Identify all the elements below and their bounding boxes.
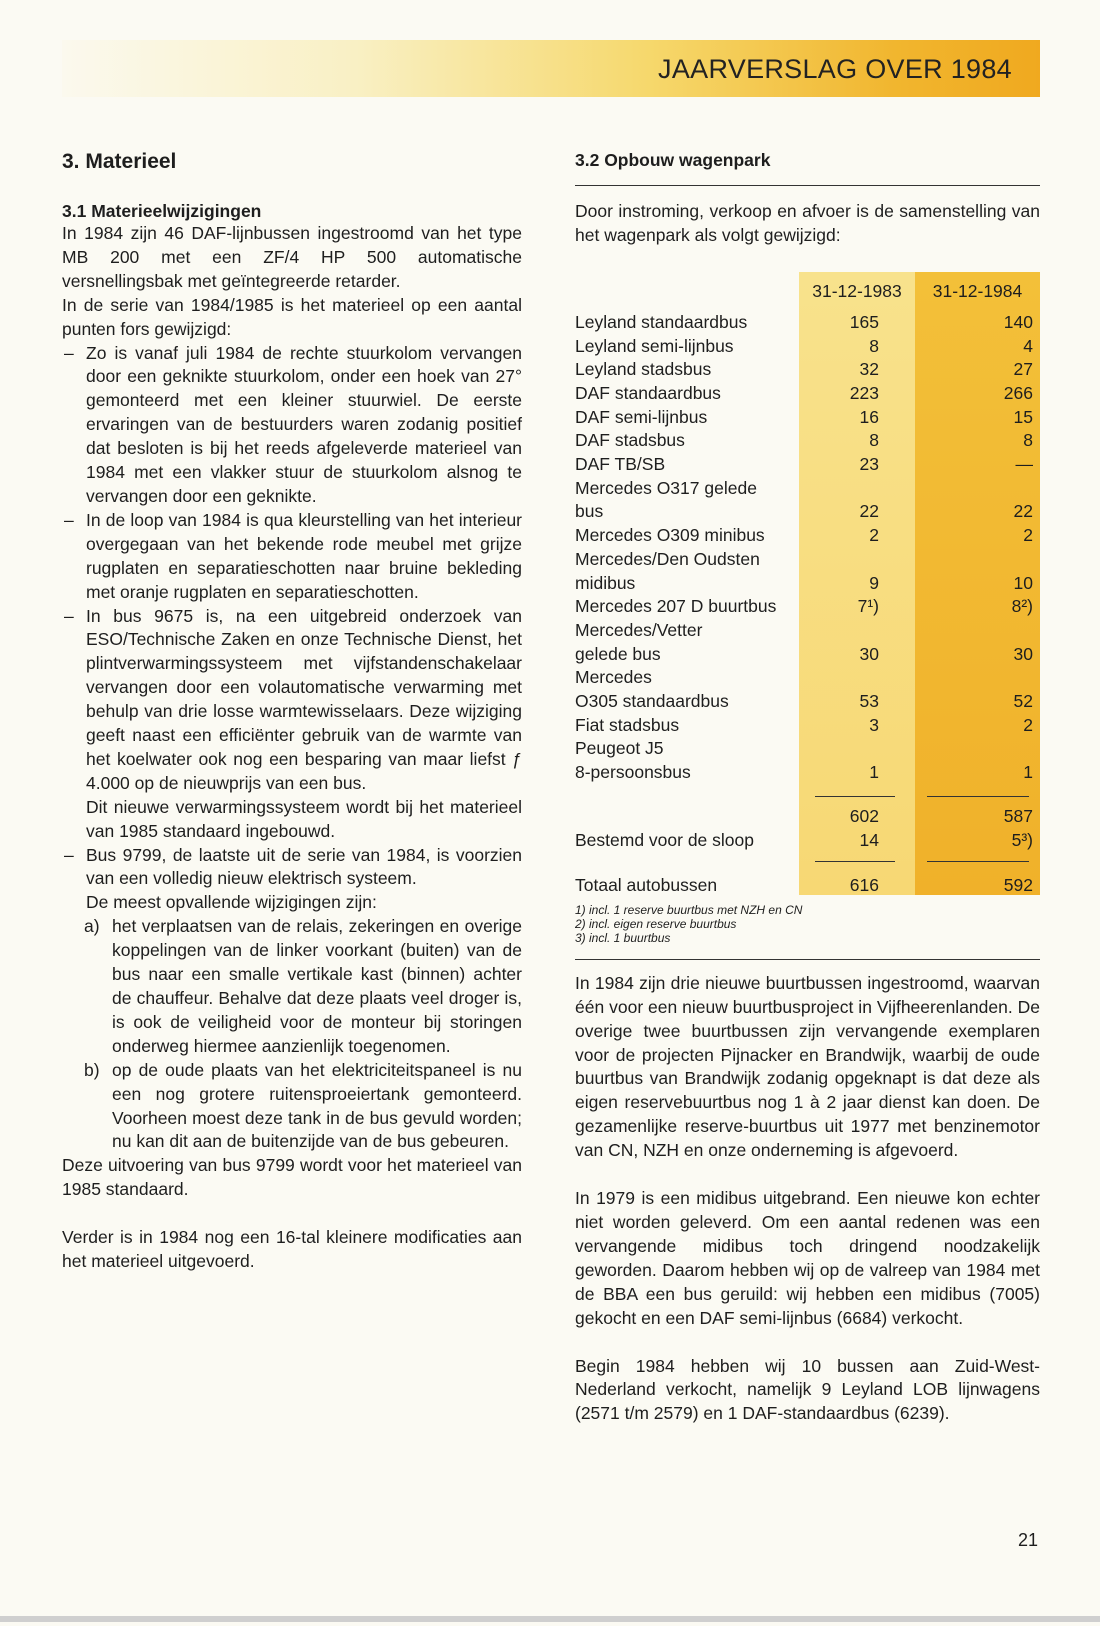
row-label: O305 standaardbus [575,691,729,711]
value-1984: 2 [1023,714,1033,735]
value-1983: 8 [869,430,879,451]
dash-marker: – [64,342,74,363]
value-1984: 10 [1013,572,1033,593]
value-1983: 23 [859,454,879,474]
row-label: Totaal autobussen [575,875,718,896]
sub-list-item [62,915,522,1058]
divider [575,959,1040,960]
list-item-continuation: Dit nieuwe verwarmingssysteem wordt bij het materieel van 1985 standaard ingebouwd. [86,796,522,841]
table-row [575,830,1040,854]
row-label: DAF standaardbus [575,382,721,403]
divider [575,185,1040,186]
sub-list-marker: b) [84,1059,100,1080]
right-column [575,150,1040,1426]
value-1983: 602 [849,805,879,826]
row-label: DAF semi-lijnbus [575,406,708,427]
list-item [62,844,522,892]
row-label: gelede bus [575,643,661,664]
row-label: 8-persoonsbus [575,762,691,783]
list-item-continuation: De meest opvallende wijzigingen zijn: [86,892,377,913]
list-item-text: In de loop van 1984 is qua kleurstelling van het interieur overgegaan van het bekende rode meubel met grijze rugplaten en separatieschotten naar bruine bekleding met oranje rugplaten en separatieschotten. [86,509,522,602]
column-header-1984: 31-12-1984 [932,280,1023,301]
row-label: Bestemd voor de sloop [575,829,754,850]
table-row [575,738,1040,762]
fleet-table [575,272,1040,895]
table-row [575,573,1040,597]
table-row [575,525,1040,549]
table-row [575,620,1040,644]
row-label: bus [575,501,604,522]
sum-line [927,796,1029,797]
subsection-title: 3.1 Materieelwijzigingen [62,201,262,221]
sum-line [815,861,895,862]
row-label: Peugeot J5 [575,738,664,759]
row-label: Leyland semi-lijnbus [575,335,734,356]
intro-paragraph: In 1984 zijn 46 DAF-lijnbussen ingestroomd van het type MB 200 met een ZF/4 HP 500 automatische versnellingsbak met geïntegreerde retarder. [62,223,522,291]
value-1983: 1 [869,762,879,783]
table-row [575,667,1040,691]
table-row [575,454,1040,478]
value-1984: 5³) [1011,829,1033,850]
paragraph: Begin 1984 hebben wij 10 bussen aan Zuid-West-Nederland verkocht, namelijk 9 Leyland LOB lijnwagens (2571 t/m 2579) en 1 DAF-standaardbus (6239). [575,1355,1040,1424]
after-list-paragraph: Deze uitvoering van bus 9799 wordt voor het materieel van 1985 standaard. [62,1155,522,1200]
value-1984: 22 [1013,501,1033,522]
value-1983: 223 [849,382,879,403]
row-label: Mercedes [575,667,652,688]
row-label: DAF TB/SB [575,454,666,474]
row-label: Mercedes O309 minibus [575,525,765,546]
list-item-text: Bus 9799, de laatste uit de serie van 1984, is voorzien van een volledig nieuw elektrisch systeem. [86,844,522,889]
list-item [62,509,522,605]
subtotal-row [575,806,1040,830]
final-paragraph: Verder is in 1984 nog een 16-tal kleinere modificaties aan het materieel uitgevoerd. [62,1227,522,1272]
value-1984: 8²) [1011,596,1033,617]
page-edge [0,1616,1100,1622]
left-column [62,150,522,1274]
footnote: 3) incl. 1 buurtbus [575,930,671,945]
list-item-text: Zo is vanaf juli 1984 de rechte stuurkolom vervangen door een geknikte stuurkolom, onder een hoek van 27° gemonteerd met een kleiner stuurwiel. De eerste ervaringen van de bestuurders waren zodanig positief dat besloten is bij het reeds afgeleverde materieel van 1984 met een vlakker stuur de stuurkolom alsnog te vervangen door een geknikte. [86,342,522,506]
value-1983: 53 [859,691,879,711]
value-1984: 8 [1023,430,1033,451]
row-label: Leyland stadsbus [575,359,712,380]
row-label: Mercedes 207 D buurtbus [575,596,777,617]
value-1984: 4 [1023,335,1033,356]
row-label: Fiat stadsbus [575,714,680,735]
dash-marker: – [64,509,74,530]
sub-list-marker: a) [84,916,100,937]
list-item [62,342,522,509]
page-number: 21 [1017,1530,1038,1550]
table-row [575,359,1040,383]
table-row [575,644,1040,668]
value-1984: 27 [1013,359,1033,380]
value-1983: 16 [859,406,879,427]
footnote: 2) incl. eigen reserve buurtbus [575,916,737,931]
table-intro: Door instroming, verkoop en afvoer is de samenstelling van het wagenpark als volgt gewijzigd: [575,201,1040,245]
value-1983: 30 [859,643,879,664]
value-1983: 7¹) [857,596,879,617]
value-1983: 165 [849,311,879,332]
sum-line [927,861,1029,862]
value-1983: 2 [869,525,879,546]
value-1984: 266 [1003,382,1033,403]
table-row [575,312,1040,336]
value-1984: 52 [1013,691,1033,711]
dash-marker: – [64,605,74,626]
value-1983: 14 [859,829,879,850]
table-row [575,501,1040,525]
value-1984: 15 [1013,406,1033,427]
row-label: Leyland standaardbus [575,311,748,332]
dash-marker: – [64,844,74,865]
value-1984: — [1015,454,1033,474]
section-title: 3. Materieel [62,150,177,173]
report-title: JAARVERSLAG OVER 1984 [658,54,1012,84]
value-1983: 3 [869,714,879,735]
subsection-title: 3.2 Opbouw wagenpark [575,150,771,170]
footnote: 1) incl. 1 reserve buurtbus met NZH en CN [575,902,803,917]
header-banner [62,40,1040,97]
row-label: DAF stadsbus [575,430,685,451]
table-row [575,762,1040,786]
value-1983: 9 [869,572,879,593]
intro-paragraph-2: In de serie van 1984/1985 is het materieel op een aantal punten fors gewijzigd: [62,294,522,339]
left-body [62,222,522,1274]
value-1984: 592 [1003,875,1033,896]
table-row [575,407,1040,431]
list-item-text: In bus 9675 is, na een uitgebreid onderzoek van ESO/Technische Zaken en onze Technische Dienst, het plintverwarmingssysteem met vijfstandenschakelaar vervangen door een volautomatische verwarming met behulp van drie losse warmtewisselaars. Deze wijziging geeft naast een efficiënter gebruik van de warmte van het koelwater ook nog een besparing van maar liefst ƒ 4.000 op de nieuwprijs van een bus. [86,605,522,793]
value-1984: 1 [1023,762,1033,783]
paragraph: In 1984 zijn drie nieuwe buurtbussen ingestroomd, waarvan één voor een nieuw buurtbusproject in Vijfheerenlanden. De overige twee buurtbussen zijn vervangende exemplaren voor de projecten Pijnacker en Brandwijk, waarbij de oude buurtbus van Brandwijk zodanig opgeknapt is dat deze als eigen reservebuurtbus nog 1 à 2 jaar dienst kan doen. De gezamenlijke reserve-buurtbus uit 1977 met benzinemotor van CN, NZH en onze onderneming is afgevoerd. [575,972,1040,1161]
row-label: Mercedes/Den Oudsten [575,548,760,569]
table-row [575,549,1040,573]
table-row [575,715,1040,739]
paragraph: In 1979 is een midibus uitgebrand. Een nieuwe kon echter niet worden geleverd. Om een aantal redenen was een vervangende midibus toch dringend noodzakelijk geworden. Daarom hebben wij op de valreep van 1984 met de BBA een bus geruild: wij hebben een midibus (7005) gekocht en een DAF semi-lijnbus (6684) verkocht. [575,1188,1040,1328]
table-row [575,430,1040,454]
row-label: Mercedes/Vetter [575,619,703,640]
right-body [575,972,1040,1426]
sum-line [815,796,895,797]
table-row [575,383,1040,407]
footnotes [575,903,1040,945]
value-1983: 616 [849,875,879,896]
row-label: Mercedes O317 gelede [575,477,757,498]
sub-list-item [62,1059,522,1155]
sub-list-text: op de oude plaats van het elektriciteitspaneel is nu een nog grotere ruitensproeiertank gemonteerd. Voorheen moest deze tank in de bus gevuld worden; nu kan dit aan de buitenzijde van de bus gebeuren. [112,1059,522,1152]
row-label: midibus [575,572,636,593]
table-row [575,336,1040,360]
total-row [575,875,1040,899]
value-1984: 140 [1003,311,1033,332]
column-header-1983: 31-12-1983 [812,280,902,301]
value-1983: 32 [859,359,879,380]
value-1984: 2 [1023,525,1033,546]
value-1984: 587 [1003,805,1033,826]
sub-list-text: het verplaatsen van de relais, zekeringen en overige koppelingen van de linker voorkant (buiten) van de bus naar een smalle vertikale kast (binnen) achter de chauffeur. Behalve dat deze plaats veel droger is, is ook de veiligheid voor de monteur bij storingen onderweg hiermee aanzienlijk toegenomen. [112,916,522,1056]
value-1983: 8 [869,335,879,356]
table-row [575,596,1040,620]
table-row [575,691,1040,715]
table-row [575,478,1040,502]
list-item [62,605,522,796]
value-1983: 22 [859,501,879,522]
value-1984: 30 [1013,643,1033,664]
